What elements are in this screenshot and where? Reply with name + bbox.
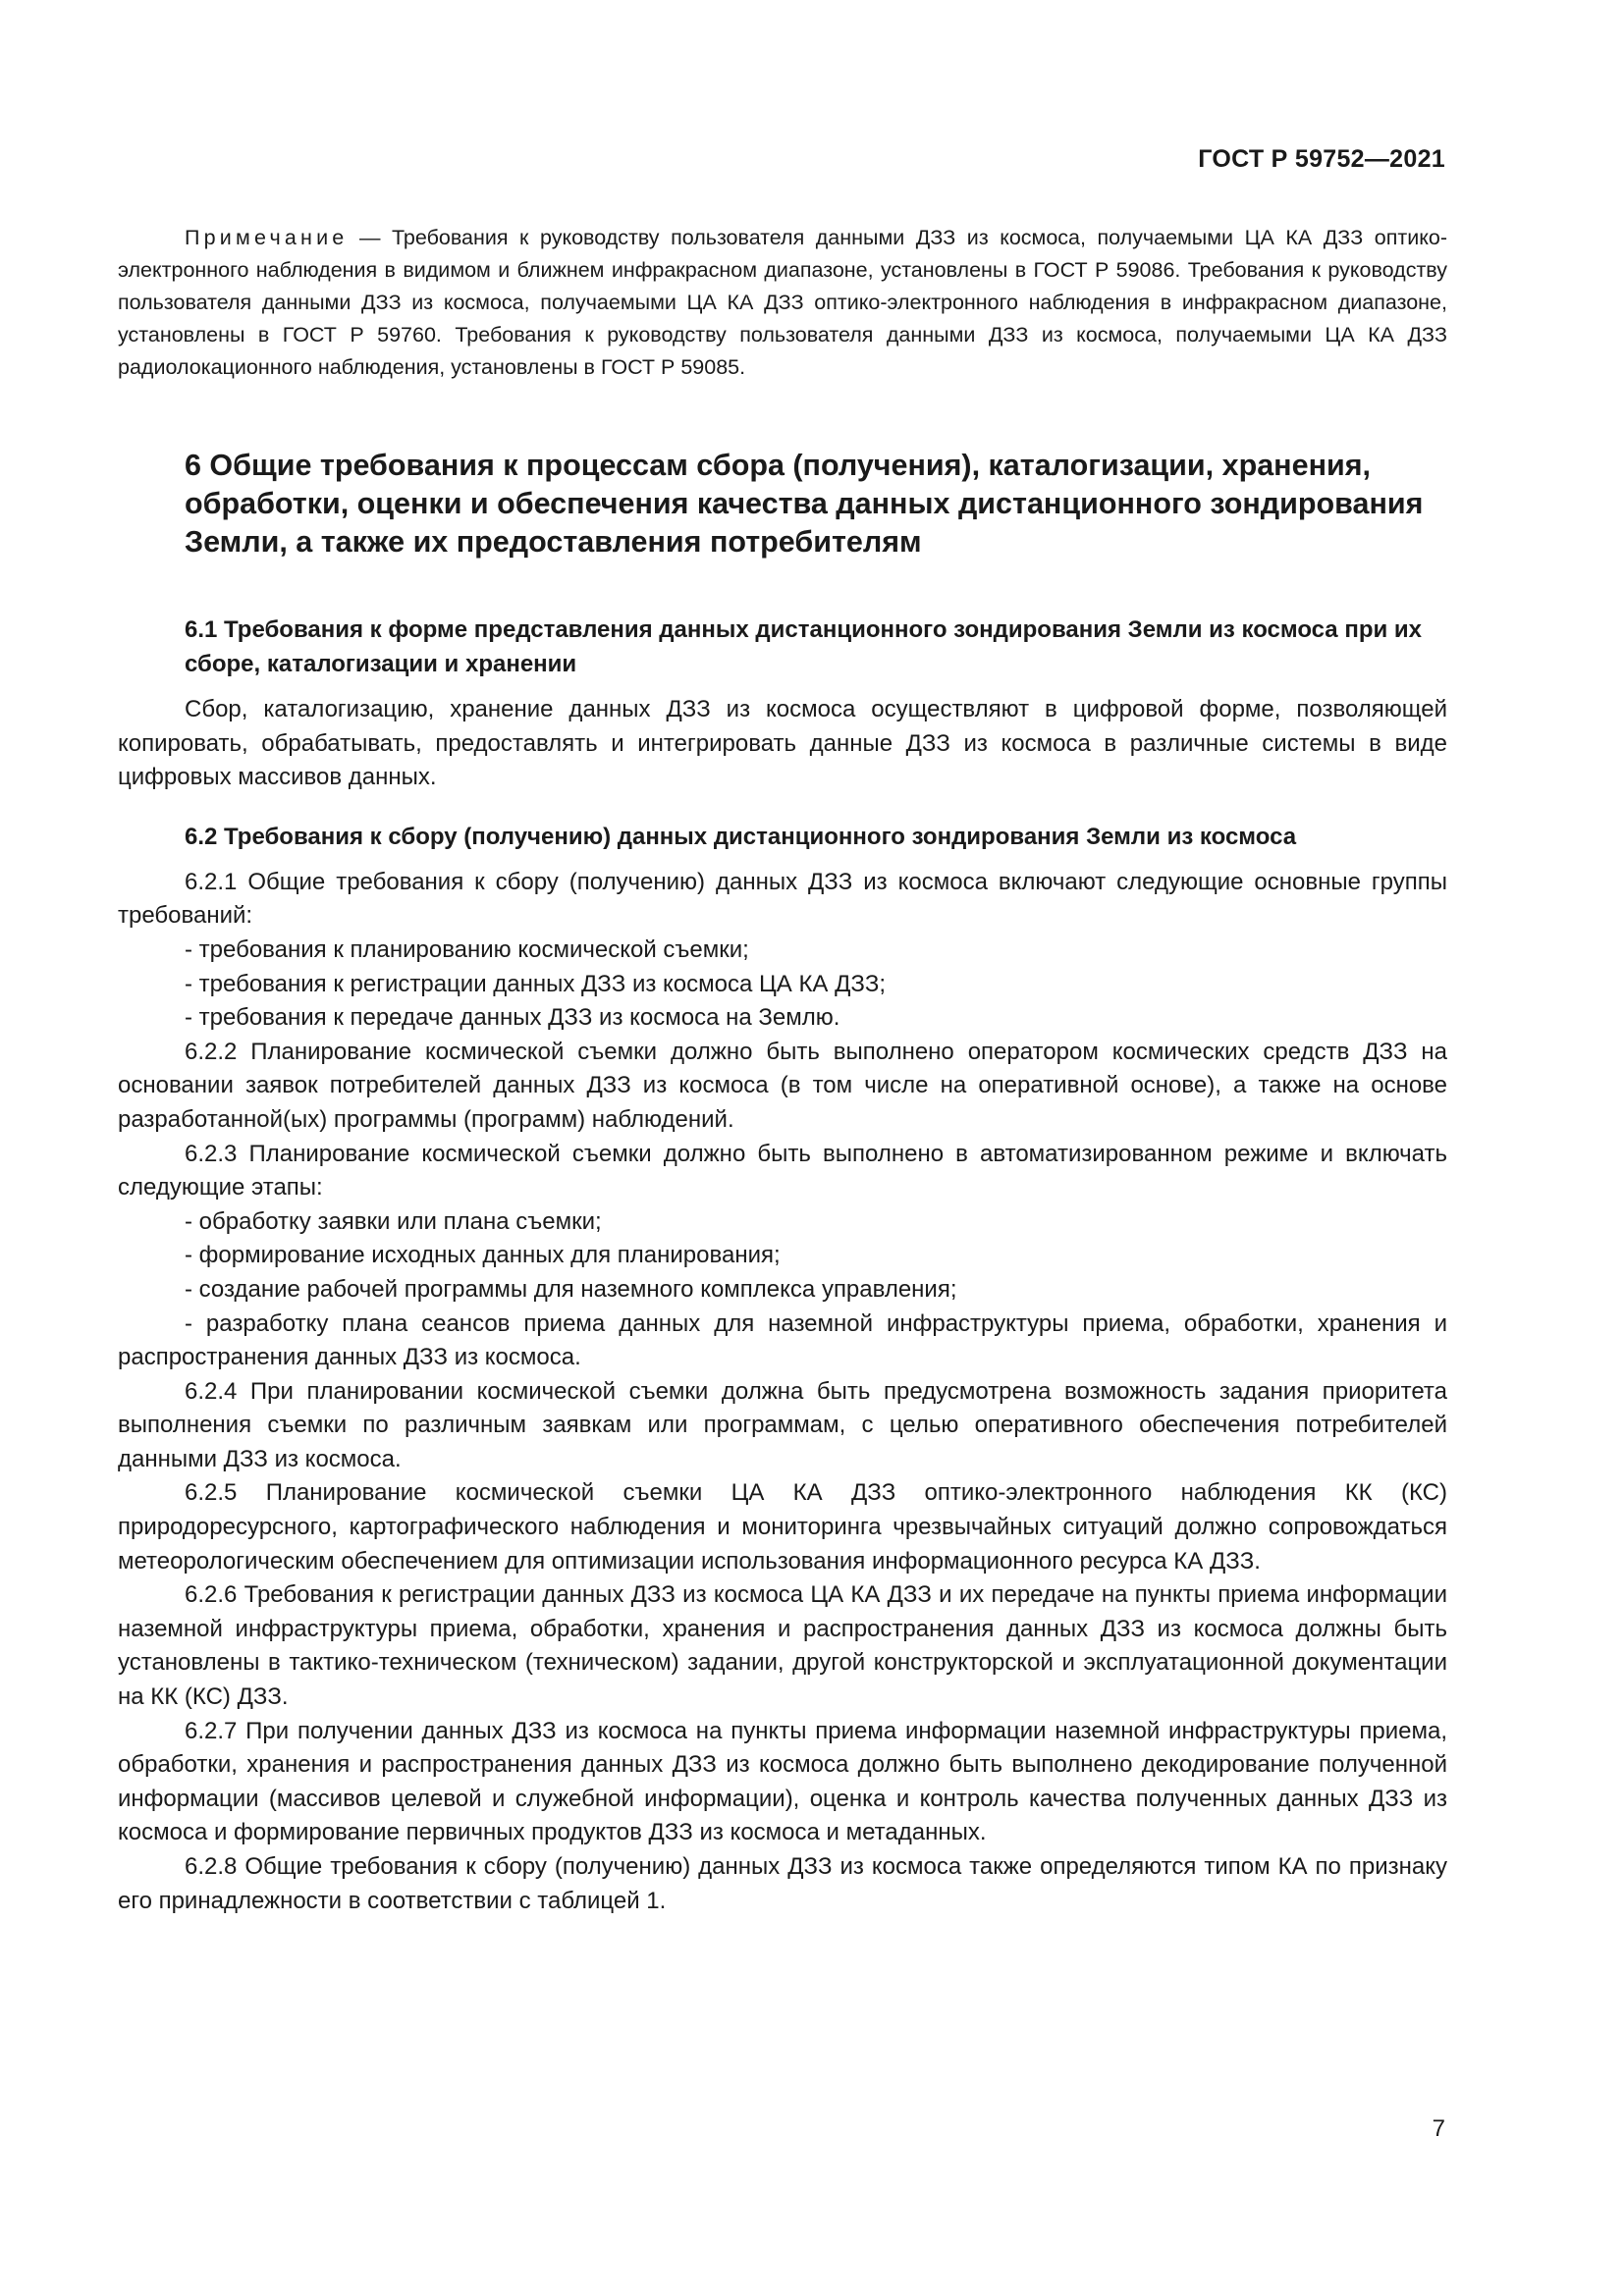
paragraph-6-2-5: 6.2.5 Планирование космической съемки ЦА КА ДЗЗ оптико-электронного наблюдения КК (КС) природоресурсного, картографического наблюдения и мониторинга чрезвычайных ситуаций должно сопровождаться метеорологическим обеспечением для оптимизации использования информационного ресурса КА ДЗЗ. bbox=[118, 1479, 1447, 1575]
page-number: 7 bbox=[1432, 2115, 1445, 2142]
list-item: - создание рабочей программы для наземного комплекса управления; bbox=[185, 1275, 957, 1303]
section-6-title: 6 Общие требования к процессам сбора (получения), каталогизации, хранения, обработки, оценки и обеспечения качества данных дистанционного зондирования Земли, а также их предоставления потребителям bbox=[185, 449, 1424, 559]
list-item: - требования к регистрации данных ДЗЗ из космоса ЦА КА ДЗЗ; bbox=[185, 970, 887, 997]
page-content bbox=[118, 222, 1447, 1918]
note-paragraph bbox=[118, 222, 1447, 384]
list-item: - требования к планированию космической съемки; bbox=[185, 935, 749, 963]
section-6-1-title: 6.1 Требования к форме представления данных дистанционного зондирования Земли из космоса при их сборе, каталогизации и хранении bbox=[185, 616, 1422, 677]
list-item: - обработку заявки или плана съемки; bbox=[185, 1207, 602, 1235]
section-6-1-paragraph: Сбор, каталогизацию, хранение данных ДЗЗ из космоса осуществляют в цифровой форме, позволяющей копировать, обрабатывать, предоставлять и интегрировать данные ДЗЗ из космоса в различные системы в виде цифровых массивов данных. bbox=[118, 696, 1447, 791]
list-item: - требования к передаче данных ДЗЗ из космоса на Землю. bbox=[185, 1004, 840, 1032]
paragraph-6-2-6: 6.2.6 Требования к регистрации данных ДЗЗ из космоса ЦА КА ДЗЗ и их передаче на пункты приема информации наземной инфраструктуры приема, обработки, хранения и распространения данных ДЗЗ из космоса должны быть установлены в тактико-техническом (техническом) задании, другой конструкторской и эксплуатационной документации на КК (КС) ДЗЗ. bbox=[118, 1581, 1447, 1711]
section-6-2-title: 6.2 Требования к сбору (получению) данных дистанционного зондирования Земли из космоса bbox=[185, 823, 1297, 850]
document-code: ГОСТ Р 59752—2021 bbox=[1198, 145, 1445, 173]
paragraph-6-2-7: 6.2.7 При получении данных ДЗЗ из космоса на пункты приема информации наземной инфраструктуры приема, обработки, хранения и распространения данных ДЗЗ из космоса должно быть выполнено декодирование полученной информации (массивов целевой и служебной информации), оценка и контроль качества полученных данных ДЗЗ из космоса и формирование первичных продуктов ДЗЗ из космоса и метаданных. bbox=[118, 1717, 1447, 1846]
note-label: Примечание bbox=[185, 226, 349, 249]
note-text: — Требования к руководству пользователя данными ДЗЗ из космоса, получаемыми ЦА КА ДЗЗ оптико-электронного наблюдения в видимом и ближнем инфракрасном диапазоне, установлены в ГОСТ Р 59086. Требования к руководству пользователя данными ДЗЗ из космоса, получаемыми ЦА КА ДЗЗ оптико-электронного наблюдения в инфракрасном диапазоне, установлены в ГОСТ Р 59760. Требования к руководству пользователя данными ДЗЗ из космоса, получаемыми ЦА КА ДЗЗ радиолокационного наблюдения, установлены в ГОСТ Р 59085. bbox=[118, 226, 1447, 379]
list-item: - формирование исходных данных для планирования; bbox=[185, 1242, 781, 1269]
list-item: - разработку плана сеансов приема данных для наземной инфраструктуры приема, обработки, хранения и распространения данных ДЗЗ из космоса. bbox=[118, 1309, 1447, 1371]
paragraph-6-2-3: 6.2.3 Планирование космической съемки должно быть выполнено в автоматизированном режиме и включать следующие этапы: bbox=[118, 1140, 1447, 1201]
paragraph-6-2-8: 6.2.8 Общие требования к сбору (получению) данных ДЗЗ из космоса также определяются типом КА по признаку его принадлежности в соответствии с таблицей 1. bbox=[118, 1853, 1447, 1914]
paragraph-6-2-2: 6.2.2 Планирование космической съемки должно быть выполнено оператором космических средств ДЗЗ на основании заявок потребителей данных ДЗЗ из космоса (в том числе на оперативной основе), а также на основе разработанной(ых) программы (программ) наблюдений. bbox=[118, 1038, 1447, 1133]
paragraph-6-2-4: 6.2.4 При планировании космической съемки должна быть предусмотрена возможность задания приоритета выполнения съемки по различным заявкам или программам, с целью оперативного обеспечения потребителей данными ДЗЗ из космоса. bbox=[118, 1377, 1447, 1472]
paragraph-6-2-1: 6.2.1 Общие требования к сбору (получению) данных ДЗЗ из космоса включают следующие основные группы требований: bbox=[118, 868, 1447, 930]
